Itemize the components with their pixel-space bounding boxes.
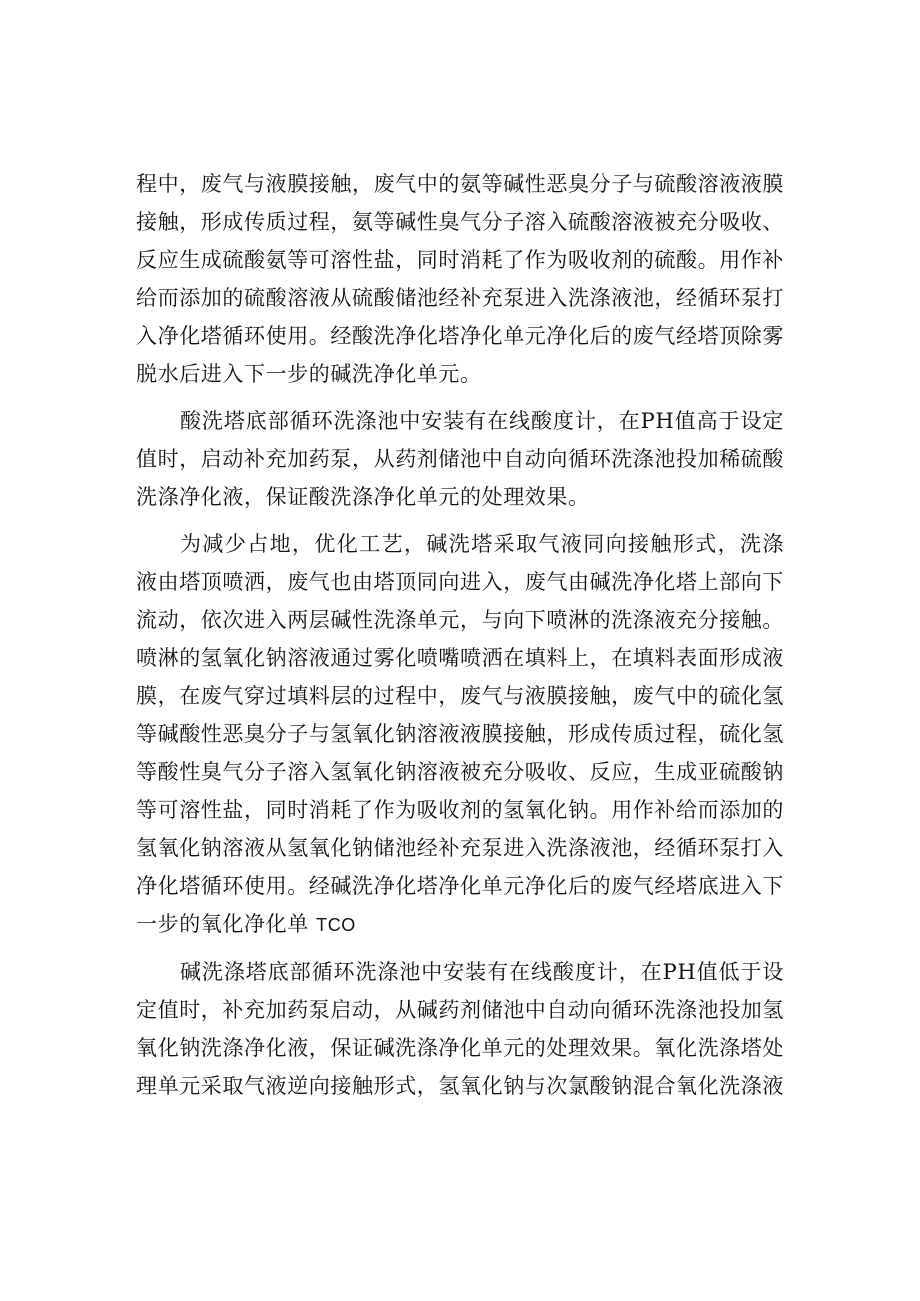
document-page [136, 165, 784, 1114]
paragraph-1: 程中，废气与液膜接触，废气中的氨等碱性恶臭分子与硫酸溶液液膜接触，形成传质过程，氨等碱性臭气分子溶入硫酸溶液被充分吸收、反应生成硫酸氨等可溶性盐，同时消耗了作为吸收剂的硫酸。用作补给而添加的硫酸溶液从硫酸储池经补充泵进入洗涤液池，经循环泵打入净化塔循环使用。经酸洗净化塔净化单元净化后的废气经塔顶除雾脱水后进入下一步的碱洗净化单元。 [136, 172, 784, 386]
paragraph-2: 酸洗塔底部循环洗涤池中安装有在线酸度计，在PH值高于设定值时，启动补充加药泵，从药剂储池中自动向循环洗涤池投加稀硫酸洗涤净化液，保证酸洗涤净化单元的处理效果。 [136, 409, 784, 509]
paragraph-3-body: 为减少占地，优化工艺，碱洗塔采取气液同向接触形式，洗涤液由塔顶喷洒，废气也由塔顶同向进入，废气由碱洗净化塔上部向下流动，依次进入两层碱性洗涤单元，与向下喷淋的洗涤液充分接触。喷淋的氢氧化钠溶液通过雾化喷嘴喷洒在填料上，在填料表面形成液膜，在废气穿过填料层的过程中，废气与液膜接触，废气中的硫化氢等碱酸性恶臭分子与氢氧化钠溶液液膜接触，形成传质过程，硫化氢等酸性臭气分子溶入氢氧化钠溶液被充分吸收、反应，生成亚硫酸钠等可溶性盐，同时消耗了作为吸收剂的氢氧化钠。用作补给而添加的氢氧化钠溶液从氢氧化钠储池经补充泵进入洗涤液池，经循环泵打入净化塔循环使用。经碱洗净化塔净化单元净化后的废气经塔底进入下一步的氧化净化单 [136, 532, 784, 936]
paragraph-3 [136, 525, 784, 944]
paragraph-4: 碱洗涤塔底部循环洗涤池中安装有在线酸度计，在PH值低于设定值时，补充加药泵启动，从碱药剂储池中自动向循环洗涤池投加氢氧化钠洗涤净化液，保证碱洗涤净化单元的处理效果。氧化洗涤塔处理单元采取气液逆向接触形式，氢氧化钠与次氯酸钠混合氧化洗涤液 [136, 960, 784, 1098]
paragraph-3-suffix: TCO [316, 915, 356, 935]
